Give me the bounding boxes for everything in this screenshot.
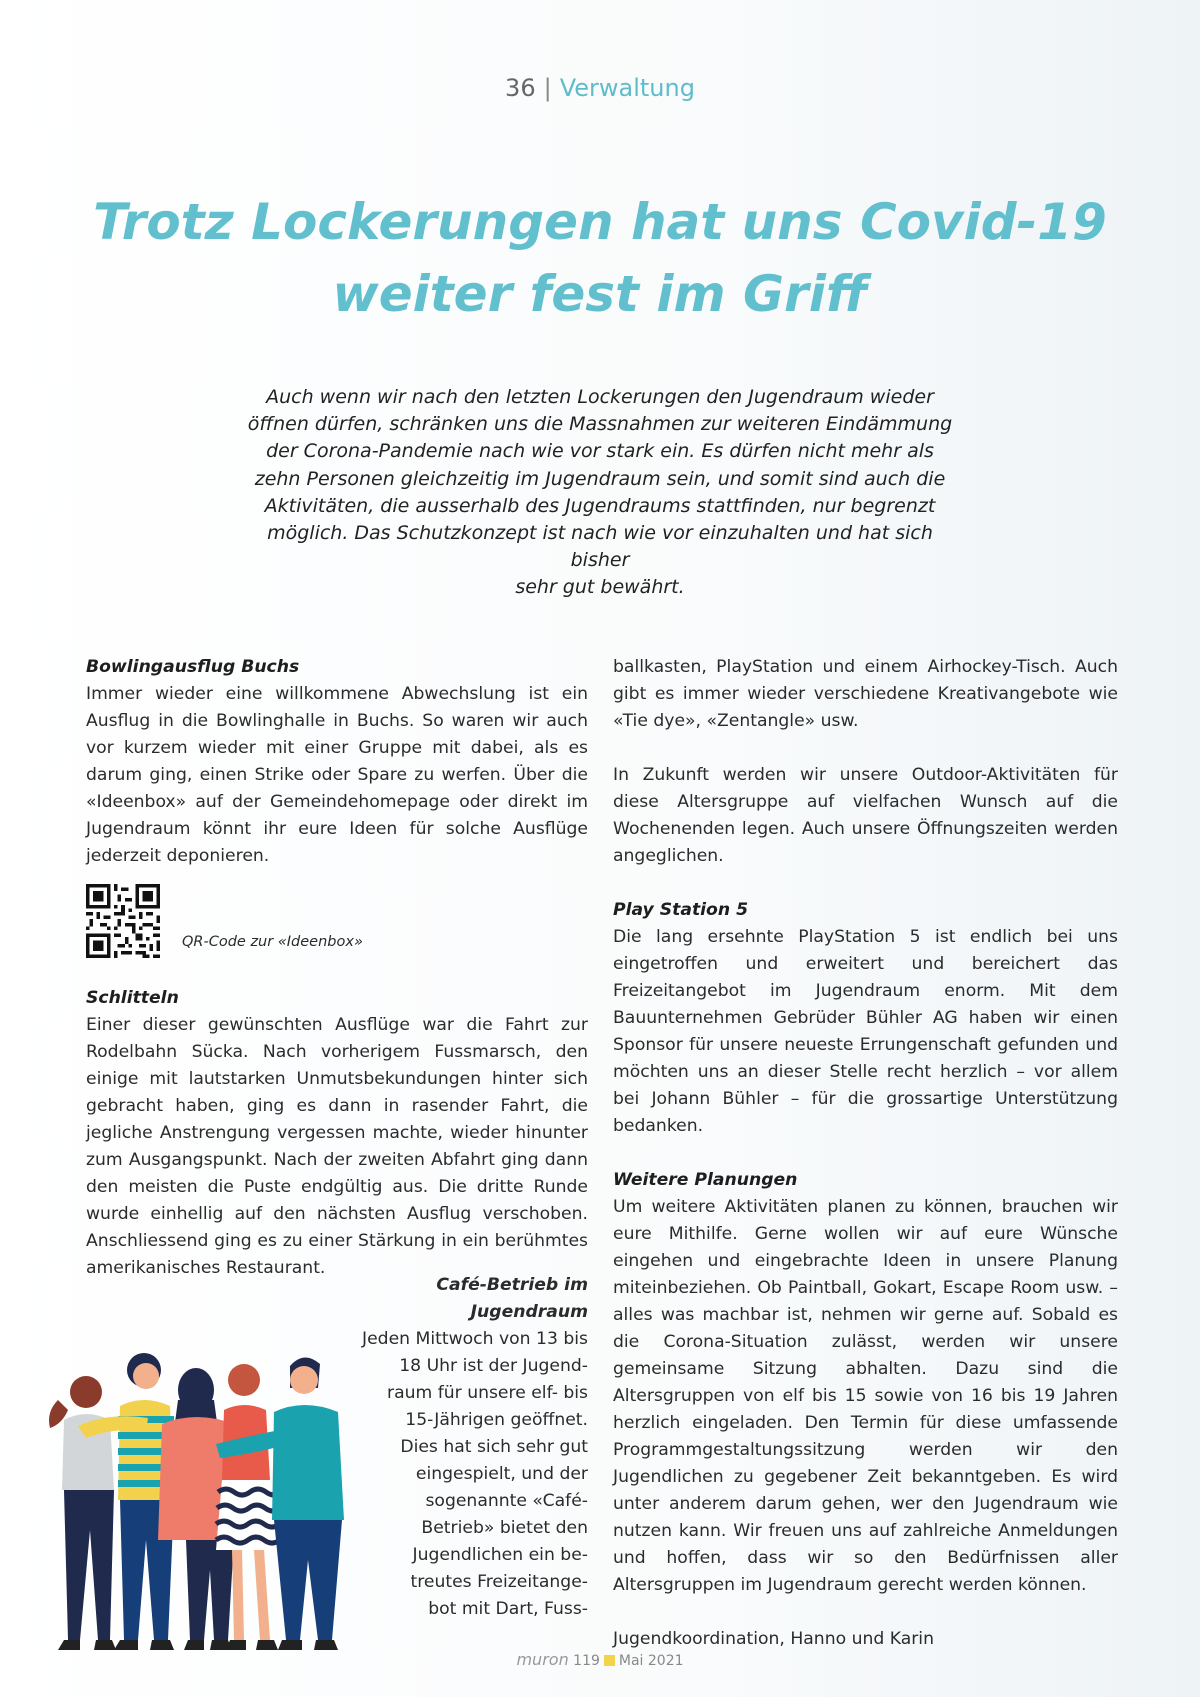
title-line-2: weiter fest im Griff <box>332 265 868 323</box>
left-column <box>86 654 588 1282</box>
qr-caption: QR-Code zur «Ideenbox» <box>182 934 363 950</box>
page-number: 36 <box>505 74 536 102</box>
cafe-heading: Café-Betrieb im Jugendraum <box>436 1275 588 1322</box>
cafe-line: Betrieb» bietet den <box>421 1518 588 1538</box>
cafe-line: sogenannte «Café- <box>425 1491 588 1511</box>
cafe-line: Jugendlichen ein be- <box>412 1545 588 1565</box>
qr-block <box>86 884 588 958</box>
footer-brand: muron <box>516 1650 569 1669</box>
bowling-heading: Bowlingausflug Buchs <box>86 657 300 677</box>
cafe-line: eingespielt, und der <box>415 1464 588 1484</box>
qr-code-icon[interactable] <box>86 884 160 958</box>
ps5-text: Die lang ersehnte PlayStation 5 ist endlich bei uns eingetroffen und erweitert und bereichert das Freizeitangebot im Jugendraum enorm. Mit dem Bauunternehmen Gebrüder Bühler AG haben wir einen Sponsor für unsere neueste Errungenschaft gefunden und möchten uns an dieser Stelle recht herzlich – vor allem bei Johann Bühler – für die grossartige Unterstützung bedanken. <box>613 927 1118 1136</box>
cafe-line: Dies hat sich sehr gut <box>400 1437 588 1457</box>
page-header <box>0 74 1200 102</box>
cafe-line: treutes Freizeitange- <box>410 1572 588 1592</box>
bowling-text: Immer wieder eine willkommene Abwechslung ist ein Ausflug in die Bowlinghalle in Buchs. So waren wir auch vor kurzem wieder mit einer Gruppe mit dabei, als es darum ging, einen Strike oder Spare zu werfen. Über die «Ideenbox» auf der Gemeindehomepage oder direkt im Jugendraum könnt ihr eure Ideen für solche Ausflüge jederzeit deponieren. <box>86 684 588 866</box>
cafe-line: 18 Uhr ist der Jugend- <box>399 1356 588 1376</box>
planung-heading: Weitere Planungen <box>613 1170 798 1190</box>
cafe-line: bot mit Dart, Fuss- <box>428 1599 588 1619</box>
lead-line: zehn Personen gleichzeitig im Jugendraum sein, und somit sind auch die <box>254 467 946 490</box>
footer-square-icon <box>604 1655 615 1666</box>
lead-line: sehr gut bewährt. <box>515 576 685 599</box>
schlitteln-heading: Schlitteln <box>86 988 179 1008</box>
group-of-friends-illustration <box>28 1340 388 1660</box>
person-1 <box>49 1376 116 1650</box>
cafe-line: raum für unsere elf- bis <box>387 1383 588 1403</box>
signature: Jugendkoordination, Hanno und Karin <box>613 1629 934 1649</box>
article-title <box>60 186 1140 330</box>
lead-line: Auch wenn wir nach den letzten Lockerungen den Jugendraum wieder <box>266 386 934 408</box>
footer-issue: 119 <box>573 1653 600 1669</box>
section-name: Verwaltung <box>559 74 695 102</box>
schlitteln-text: Einer dieser gewünschten Ausflüge war die Fahrt zur Rodelbahn Sücka. Nach vorherigem Fussmarsch, den einige mit lautstarken Unmutsbekundungen hinter sich gebracht haben, ging es dann in rasender Fahrt, die jegliche Anstrengung vergessen machte, wieder hinunter zum Ausgangspunkt. Nach der zweiten Abfahrt ging dann den meisten die Puste endgültig aus. Die dritte Runde wurde einhellig auf den nächsten Ausflug verschoben. Anschliessend ging es zu einer Stärkung in ein berühmtes amerikanisches Restaurant. <box>86 1015 588 1278</box>
footer-date: Mai 2021 <box>618 1653 684 1669</box>
title-line-1: Trotz Lockerungen hat uns Covid-19 <box>93 193 1107 251</box>
ps5-heading: Play Station 5 <box>613 900 749 920</box>
cafe-continuation: ballkasten, PlayStation und einem Airhockey-Tisch. Auch gibt es immer wieder verschiedene Kreativangebote wie «Tie dye», «Zentangle» usw. <box>613 657 1118 731</box>
header-separator: | <box>543 74 552 102</box>
lead-line: der Corona-Pandemie nach wie vor stark ein. Es dürfen nicht mehr als <box>266 440 934 463</box>
page-footer <box>0 1650 1200 1669</box>
lead-paragraph <box>240 384 960 602</box>
cafe-line: Jeden Mittwoch von 13 bis <box>362 1329 588 1349</box>
cafe-line: 15-Jährigen geöffnet. <box>405 1410 588 1430</box>
lead-line: Aktivitäten, die ausserhalb des Jugendraums stattfinden, nur begrenzt <box>264 494 936 517</box>
lead-line: öffnen dürfen, schränken uns die Massnahmen zur weiteren Eindämmung <box>247 413 953 436</box>
right-column <box>613 654 1118 1653</box>
lead-line: möglich. Das Schutzkonzept ist nach wie vor einzuhalten und hat sich bisher <box>267 522 933 572</box>
outdoor-text: In Zukunft werden wir unsere Outdoor-Aktivitäten für diese Altersgruppe auf vielfachen Wunsch auf die Wochenenden legen. Auch unsere Öffnungszeiten werden angeglichen. <box>613 765 1118 866</box>
planung-text: Um weitere Aktivitäten planen zu können, brauchen wir eure Mithilfe. Gerne wollen wir auf eure Wünsche eingehen und eingebrachte Ideen in unsere Planung miteinbeziehen. Ob Paintball, Gokart, Escape Room usw. – alles was machbar ist, nehmen wir gerne auf. Sobald es die Corona-Situation zulässt, werden wir unsere gemeinsame Sitzung abhalten. Dazu sind die Altersgruppen von elf bis 15 sowie von 16 bis 19 Jahren herzlich eingeladen. Den Termin für diese umfassende Programmgestaltungssitzung werden wir den Jugendlichen zu gegebener Zeit bekanntgeben. Es wird unter anderem darum gehen, wer den Jugendraum wie nutzen kann. Wir freuen uns auf zahlreiche Anmeldungen und hoffen, dass wir so den Bedürfnissen aller Altersgruppen im Jugendraum gerecht werden können. <box>613 1197 1118 1595</box>
